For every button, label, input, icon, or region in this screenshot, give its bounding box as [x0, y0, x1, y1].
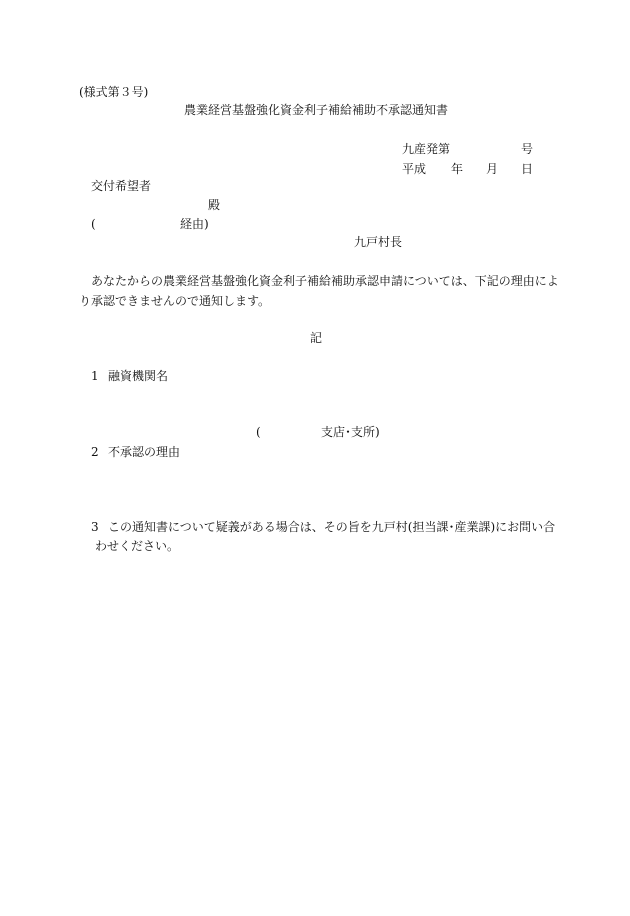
ki-heading: 記: [310, 331, 323, 345]
doc-number-prefix: 九産発第: [402, 142, 451, 156]
via-label: 経由): [180, 217, 209, 231]
via-open-paren: (: [91, 217, 96, 231]
branch-label: 支店･支所): [321, 425, 380, 439]
item2-label: 不承認の理由: [108, 445, 181, 459]
form-number: (様式第３号): [79, 85, 149, 99]
date-era: 平成: [402, 162, 427, 176]
recipient-honorific: 殿: [208, 198, 221, 212]
item3-number: 3: [91, 520, 99, 534]
branch-open-paren: (: [256, 425, 261, 439]
item2-number: 2: [91, 445, 99, 459]
document-title: 農業経営基盤強化資金利子補給補助不承認通知書: [184, 103, 449, 117]
item1-number: 1: [91, 369, 99, 383]
item3-text-line1: この通知書について疑義がある場合は、その旨を九戸村(担当課･産業課)にお問い合: [108, 520, 556, 534]
date-year: 年: [451, 162, 464, 176]
issuer-name: 九戸村長: [354, 235, 403, 249]
recipient-label: 交付希望者: [91, 179, 152, 193]
item1-label: 融資機関名: [108, 369, 169, 383]
body-text-line2: り承認できませんので通知します。: [79, 294, 271, 308]
doc-number-suffix: 号: [521, 142, 534, 156]
body-text-line1: あなたからの農業経営基盤強化資金利子補給補助承認申請については、下記の理由によ: [91, 274, 559, 288]
date-day: 日: [521, 162, 534, 176]
item3-text-line2: わせください。: [95, 539, 180, 553]
date-month: 月: [486, 162, 499, 176]
